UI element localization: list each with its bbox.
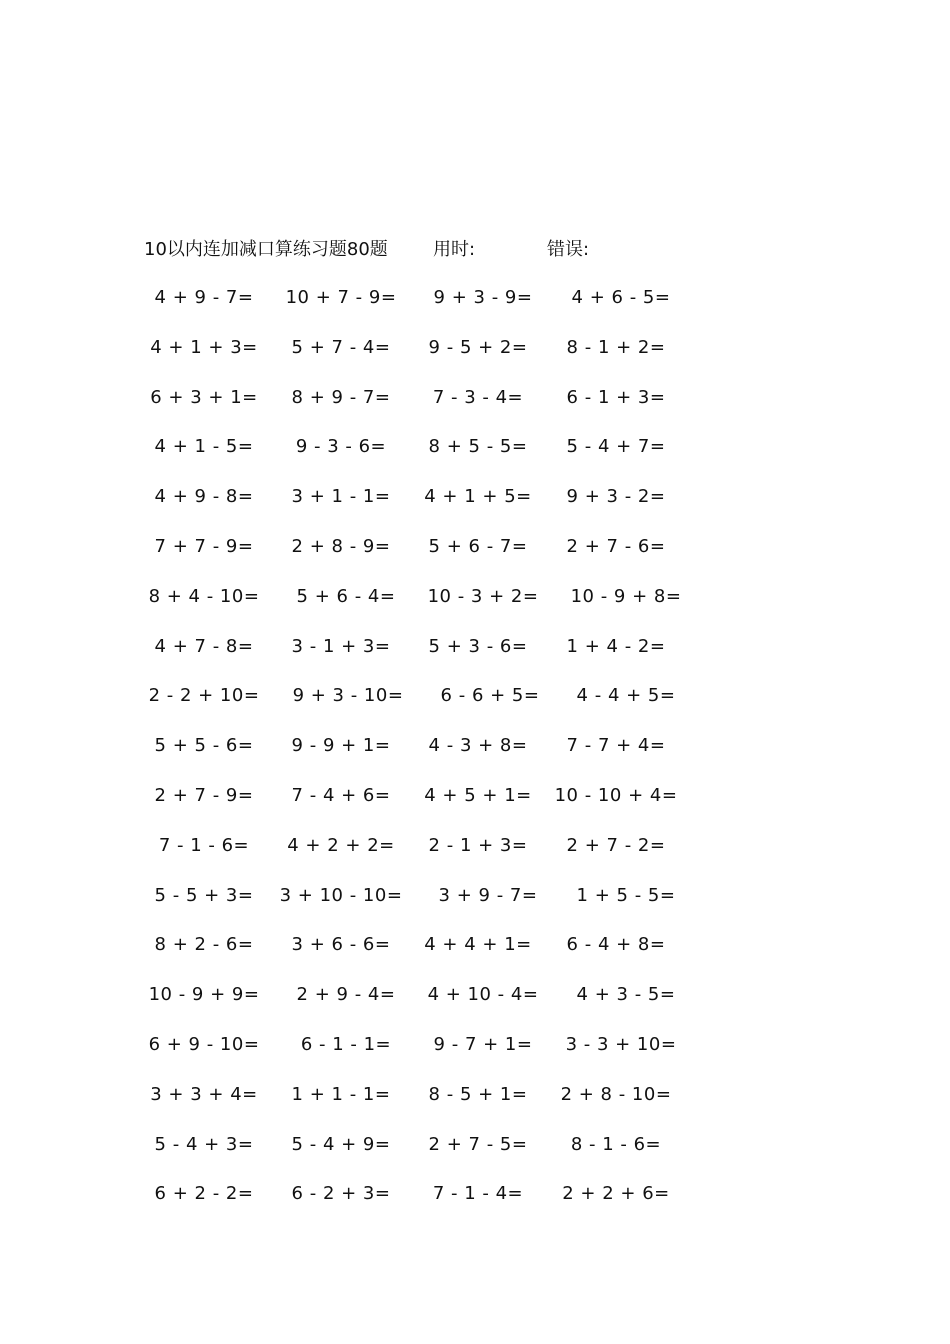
problem-cell: 6 + 9 - 10= — [148, 1033, 260, 1055]
problem-cell: 5 - 4 + 3= — [154, 1133, 254, 1155]
problem-cell: 5 + 6 - 4= — [296, 585, 396, 607]
problem-cell: 6 - 2 + 3= — [291, 1183, 391, 1205]
problem-cell: 4 + 7 - 8= — [154, 635, 254, 657]
problem-cell: 3 - 1 + 3= — [291, 635, 391, 657]
problem-cell: 5 - 4 + 7= — [566, 436, 666, 458]
problem-cell: 5 + 7 - 4= — [291, 336, 391, 358]
problem-row — [0, 284, 950, 334]
problem-cell: 2 + 7 - 2= — [566, 834, 666, 856]
problem-cell: 7 - 4 + 6= — [291, 784, 391, 806]
problem-cell: 3 + 3 + 4= — [150, 1083, 258, 1105]
problem-cell: 5 + 3 - 6= — [428, 635, 528, 657]
problem-cell: 7 - 7 + 4= — [566, 735, 666, 757]
problem-row — [0, 1131, 950, 1181]
worksheet-header — [0, 236, 950, 264]
problem-cell: 4 + 4 + 1= — [424, 934, 532, 956]
problem-row — [0, 583, 950, 633]
problem-cell: 8 - 5 + 1= — [428, 1083, 528, 1105]
problem-row — [0, 1081, 950, 1131]
problem-cell: 10 + 7 - 9= — [285, 287, 397, 308]
problem-row — [0, 682, 950, 732]
problem-cell: 4 + 1 + 5= — [424, 486, 532, 508]
problem-cell: 5 + 5 - 6= — [154, 735, 254, 757]
problem-cell: 10 - 10 + 4= — [554, 784, 678, 806]
problem-cell: 9 - 9 + 1= — [291, 735, 391, 757]
problem-cell: 10 - 9 + 9= — [148, 984, 260, 1006]
problem-cell: 2 + 8 - 9= — [291, 535, 391, 557]
problem-cell: 4 + 1 + 3= — [150, 336, 258, 358]
problem-cell: 1 + 1 - 1= — [291, 1083, 391, 1105]
problem-cell: 9 - 7 + 1= — [433, 1033, 533, 1055]
problem-cell: 3 + 10 - 10= — [279, 884, 403, 906]
problem-cell: 4 + 3 - 5= — [576, 984, 676, 1006]
problem-cell: 2 + 7 - 5= — [428, 1133, 528, 1155]
problem-cell: 7 - 1 - 4= — [432, 1183, 524, 1205]
problem-cell: 9 + 3 - 2= — [566, 486, 666, 508]
problem-row — [0, 633, 950, 683]
problem-cell: 8 + 2 - 6= — [154, 934, 254, 956]
worksheet-title: 10以内连加减口算练习题80题 — [144, 239, 388, 260]
errors-label: 错误: — [547, 239, 590, 260]
problem-cell: 7 + 7 - 9= — [154, 535, 254, 557]
problem-cell: 10 - 3 + 2= — [427, 585, 539, 607]
problem-cell: 4 - 4 + 5= — [576, 685, 676, 707]
problem-grid — [0, 284, 950, 1230]
problem-cell: 4 + 2 + 2= — [287, 834, 395, 856]
problem-row — [0, 832, 950, 882]
problem-cell: 6 - 1 + 3= — [566, 386, 666, 408]
problem-row — [0, 334, 950, 384]
problem-cell: 2 + 2 + 6= — [562, 1183, 670, 1205]
problem-cell: 5 - 4 + 9= — [291, 1133, 391, 1155]
problem-cell: 5 - 5 + 3= — [154, 884, 254, 906]
problem-cell: 3 + 1 - 1= — [291, 486, 391, 508]
problem-cell: 4 + 9 - 7= — [154, 287, 254, 308]
problem-cell: 6 - 1 - 1= — [300, 1033, 392, 1055]
problem-cell: 4 + 9 - 8= — [154, 486, 254, 508]
problem-row — [0, 433, 950, 483]
problem-cell: 8 - 1 + 2= — [566, 336, 666, 358]
time-label: 用时: — [433, 239, 476, 260]
problem-cell: 9 - 3 - 6= — [295, 436, 387, 458]
problem-cell: 9 + 3 - 9= — [433, 287, 533, 308]
problem-cell: 3 + 6 - 6= — [291, 934, 391, 956]
problem-cell: 2 - 1 + 3= — [428, 834, 528, 856]
problem-cell: 7 - 3 - 4= — [432, 386, 524, 408]
problem-cell: 5 + 6 - 7= — [428, 535, 528, 557]
problem-row — [0, 931, 950, 981]
problem-cell: 2 + 8 - 10= — [560, 1083, 672, 1105]
problem-cell: 1 + 4 - 2= — [566, 635, 666, 657]
problem-row — [0, 1180, 950, 1230]
problem-row — [0, 981, 950, 1031]
problem-cell: 2 + 9 - 4= — [296, 984, 396, 1006]
problem-cell: 3 + 9 - 7= — [438, 884, 538, 906]
problem-cell: 8 + 4 - 10= — [148, 585, 260, 607]
problem-cell: 6 + 2 - 2= — [154, 1183, 254, 1205]
problem-cell: 8 - 1 - 6= — [570, 1133, 662, 1155]
problem-row — [0, 782, 950, 832]
problem-cell: 2 - 2 + 10= — [148, 685, 260, 707]
problem-cell: 6 - 6 + 5= — [440, 685, 540, 707]
problem-cell: 8 + 9 - 7= — [291, 386, 391, 408]
problem-cell: 2 + 7 - 6= — [566, 535, 666, 557]
problem-cell: 4 - 3 + 8= — [428, 735, 528, 757]
problem-row — [0, 533, 950, 583]
problem-cell: 4 + 6 - 5= — [571, 287, 671, 308]
problem-cell: 6 - 4 + 8= — [566, 934, 666, 956]
problem-cell: 4 + 1 - 5= — [154, 436, 254, 458]
problem-row — [0, 732, 950, 782]
problem-cell: 9 + 3 - 10= — [292, 685, 404, 707]
problem-row — [0, 384, 950, 434]
problem-cell: 9 - 5 + 2= — [428, 336, 528, 358]
problem-cell: 7 - 1 - 6= — [158, 834, 250, 856]
problem-row — [0, 483, 950, 533]
problem-cell: 8 + 5 - 5= — [428, 436, 528, 458]
problem-cell: 6 + 3 + 1= — [150, 386, 258, 408]
problem-row — [0, 1031, 950, 1081]
problem-cell: 4 + 10 - 4= — [427, 984, 539, 1006]
problem-cell: 1 + 5 - 5= — [576, 884, 676, 906]
problem-cell: 10 - 9 + 8= — [570, 585, 682, 607]
problem-cell: 2 + 7 - 9= — [154, 784, 254, 806]
problem-cell: 3 - 3 + 10= — [565, 1033, 677, 1055]
problem-row — [0, 882, 950, 932]
problem-cell: 4 + 5 + 1= — [424, 784, 532, 806]
